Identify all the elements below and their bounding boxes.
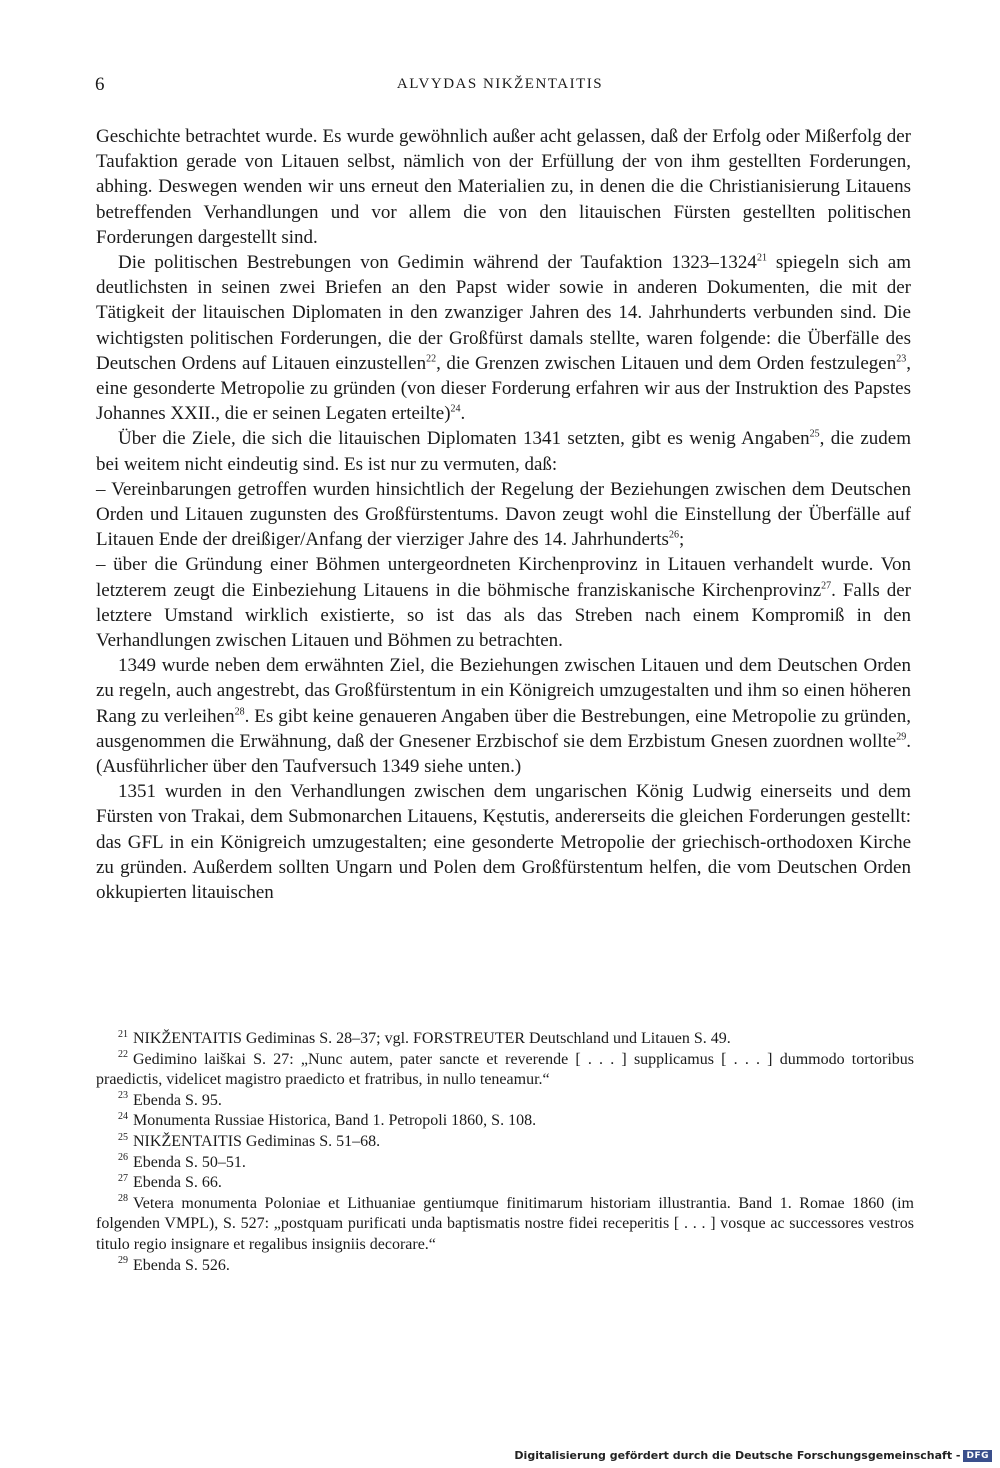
footnote-author: NIKŽENTAITIS (133, 1132, 242, 1150)
footnote-28 (96, 1194, 914, 1256)
footnote-text: Ebenda S. 526. (133, 1256, 230, 1274)
paragraph-2-text: . (460, 403, 466, 425)
paragraph-2-text: , eine gesonderte Metropolie zu gründen (von dieser Forderung erfahren wir aus der Instruktion des Papstes Johannes XXII., die er seinen Legaten erteilte) (96, 352, 911, 425)
list-item-2-text: . Falls der letztere Umstand wirklich existierte, so ist das als das Streben nach einem Kompromiß in den Verhandlungen zwischen Litauen und Böhmen zu betrachten. (96, 579, 911, 652)
footnote-ref-21[interactable]: 21 (756, 252, 767, 264)
footnote-24 (96, 1111, 914, 1132)
footnote-text: Ebenda S. 50–51. (133, 1153, 246, 1171)
footer-text: Digitalisierung gefördert durch die Deutsche Forschungsgemeinschaft - (514, 1449, 961, 1462)
footnote-number: 24 (118, 1111, 128, 1123)
footnote-number: 22 (118, 1049, 128, 1061)
footnote-number: 28 (118, 1193, 128, 1205)
paragraph-2-text: Die politischen Bestrebungen von Gedimin während der Taufaktion 1323–1324 (118, 252, 757, 274)
footnote-ref-23[interactable]: 23 (896, 353, 907, 365)
footnote-text: Vetera monumenta Poloniae et Lithuaniae gentiumque finitimarum historiam illustrantia. Band 1. Romae 1860 (im folgenden VMPL), S. 527: „postquam purificati unda baptismatis nostre fidei receperitis [ . . . ] vosque ac successores vestros titulo regio insignare et regalibus insigniis decorare.“ (96, 1194, 914, 1253)
footnote-23 (96, 1091, 914, 1112)
list-item-1-text: ; (678, 529, 685, 551)
footnote-number: 25 (118, 1131, 128, 1143)
footnote-26 (96, 1153, 914, 1174)
paragraph-2-text: spiegeln sich am deutlichsten in seinen zwei Briefen an den Papst wider sowie in anderen Dokumenten, die mit der Tätigkeit der litauischen Diplomaten in den zwanziger Jahren des 14. Jahrhunderts verbunden sind. Die wichtigsten politischen Forderungen, die der Großfürst damals stellte, waren folgende: die Überfälle des Deutschen Ordens auf Litauen einzustellen (96, 252, 911, 374)
list-item-2 (96, 552, 911, 653)
running-head: ALVYDAS NIKŽENTAITIS (396, 76, 604, 92)
footnote-ref-25[interactable]: 25 (809, 429, 820, 441)
list-item-1 (96, 477, 911, 553)
list-item-1-text: – Vereinbarungen getroffen wurden hinsichtlich der Regelung der Beziehungen zwischen dem Deutschen Orden und Litauen zugunsten des Großfürstentums. Davon zeugt wohl die Einstellung der Überfälle auf Litauen Ende der dreißiger/Anfang der vierziger Jahre des 14. Jahrhunderts (96, 478, 911, 551)
paragraph-3 (96, 426, 911, 476)
paragraph-6 (96, 653, 911, 779)
paragraph-6-text: . Es gibt keine genaueren Angaben über die Bestrebungen, eine Metropolie zu gründen, ausgenommen die Erwähnung, daß der Gnesener Erzbischof sie dem Erzbistum Gnesen zuordnen wollte (96, 705, 911, 752)
digitization-footer (514, 1449, 992, 1462)
footnote-text: Monumenta Russiae Historica, Band 1. Petropoli 1860, S. 108. (133, 1112, 537, 1130)
paragraph-6-text: . (Ausführlicher über den Taufversuch 1349 siehe unten.) (96, 730, 911, 778)
footnote-29 (96, 1256, 914, 1277)
list-item-2-text: – über die Gründung einer Böhmen untergeordneten Kirchenprovinz in Litauen verhandelt wurde. Von letzterem zeugt die Einbeziehung Litauens in die böhmische franziskanische Kirchenprovinz (96, 554, 911, 601)
footnote-number: 23 (118, 1090, 128, 1102)
footnote-text: Ebenda S. 66. (133, 1174, 222, 1192)
footnote-ref-27[interactable]: 27 (821, 580, 832, 592)
paragraph-2 (96, 250, 911, 426)
dfg-logo-icon: DFG (963, 1450, 992, 1462)
footnote-number: 27 (118, 1172, 128, 1184)
footnote-number: 26 (118, 1152, 128, 1164)
footnote-22 (96, 1050, 914, 1091)
footnote-21 (96, 1029, 914, 1050)
footnote-number: 29 (118, 1255, 128, 1267)
footnote-text: Gediminas S. 51–68. (241, 1132, 381, 1150)
footnote-ref-29[interactable]: 29 (896, 731, 907, 743)
footnote-ref-26[interactable]: 26 (668, 529, 679, 541)
paragraph-6-text: 1349 wurde neben dem erwähnten Ziel, die Beziehungen zwischen Litauen und dem Deutschen Orden zu regeln, auch angestrebt, das Großfürstentum in ein Königreich umzugestalten und ihm so einen höheren Rang zu verleihen (96, 655, 911, 727)
footnote-27 (96, 1173, 914, 1194)
footnote-author: NIKŽENTAITIS (133, 1030, 242, 1047)
paragraph-2-text: , die Grenzen zwischen Litauen und dem Orden festzulegen (436, 352, 897, 374)
footnote-ref-28[interactable]: 28 (234, 706, 245, 718)
footnote-number: 21 (118, 1028, 128, 1040)
body-text (96, 124, 911, 905)
footnotes (96, 1029, 914, 1276)
footnote-text: Gedimino laiškai S. 27: „Nunc autem, pater sancte et reverende [ . . . ] supplicamus [ . . . ] dummodo tortoribus praedictis, videlicet magistro praedicto et fratribus, in nullo teneamur.“ (96, 1050, 914, 1089)
footnote-ref-22[interactable]: 22 (426, 353, 437, 365)
footnote-ref-24[interactable]: 24 (450, 403, 461, 415)
paragraph-3-text: , die zudem bei weitem nicht eindeutig sind. Es ist nur zu vermuten, daß: (96, 428, 911, 475)
paragraph-7: 1351 wurden in den Verhandlungen zwischen dem ungarischen König Ludwig einerseits und dem Fürsten von Trakai, dem Submonarchen Litauens, Kęstutis, andererseits die gleichen Forderungen gestellt: das GFL in ein Königreich umzugestalten; eine gesonderte Metropolie der griechisch-orthodoxen Kirche zu gründen. Außerdem sollten Ungarn und Polen dem Großfürstentum helfen, die vom Deutschen Orden okkupierten litauischen (96, 781, 911, 904)
paragraph-1: Geschichte betrachtet wurde. Es wurde gewöhnlich außer acht gelassen, daß der Erfolg oder Mißerfolg der Taufaktion gerade von Litauen selbst, nämlich von der Erfüllung der von ihm gestellten Forderungen, abhing. Deswegen wenden wir uns erneut den Materialien zu, in denen die die Christianisierung Litauens betreffenden Verhandlungen und vor allem die von den litauischen Fürsten gestellten politischen Forderungen dargestellt sind. (96, 126, 911, 248)
footnote-25 (96, 1132, 914, 1153)
footnote-text: Gediminas S. 28–37; vgl. FORSTREUTER Deutschland und Litauen S. 49. (241, 1030, 731, 1047)
page-number: 6 (95, 74, 105, 95)
footnote-text: Ebenda S. 95. (133, 1091, 222, 1109)
paragraph-3-text: Über die Ziele, die sich die litauischen Diplomaten 1341 setzten, gibt es wenig Angaben (118, 428, 810, 450)
